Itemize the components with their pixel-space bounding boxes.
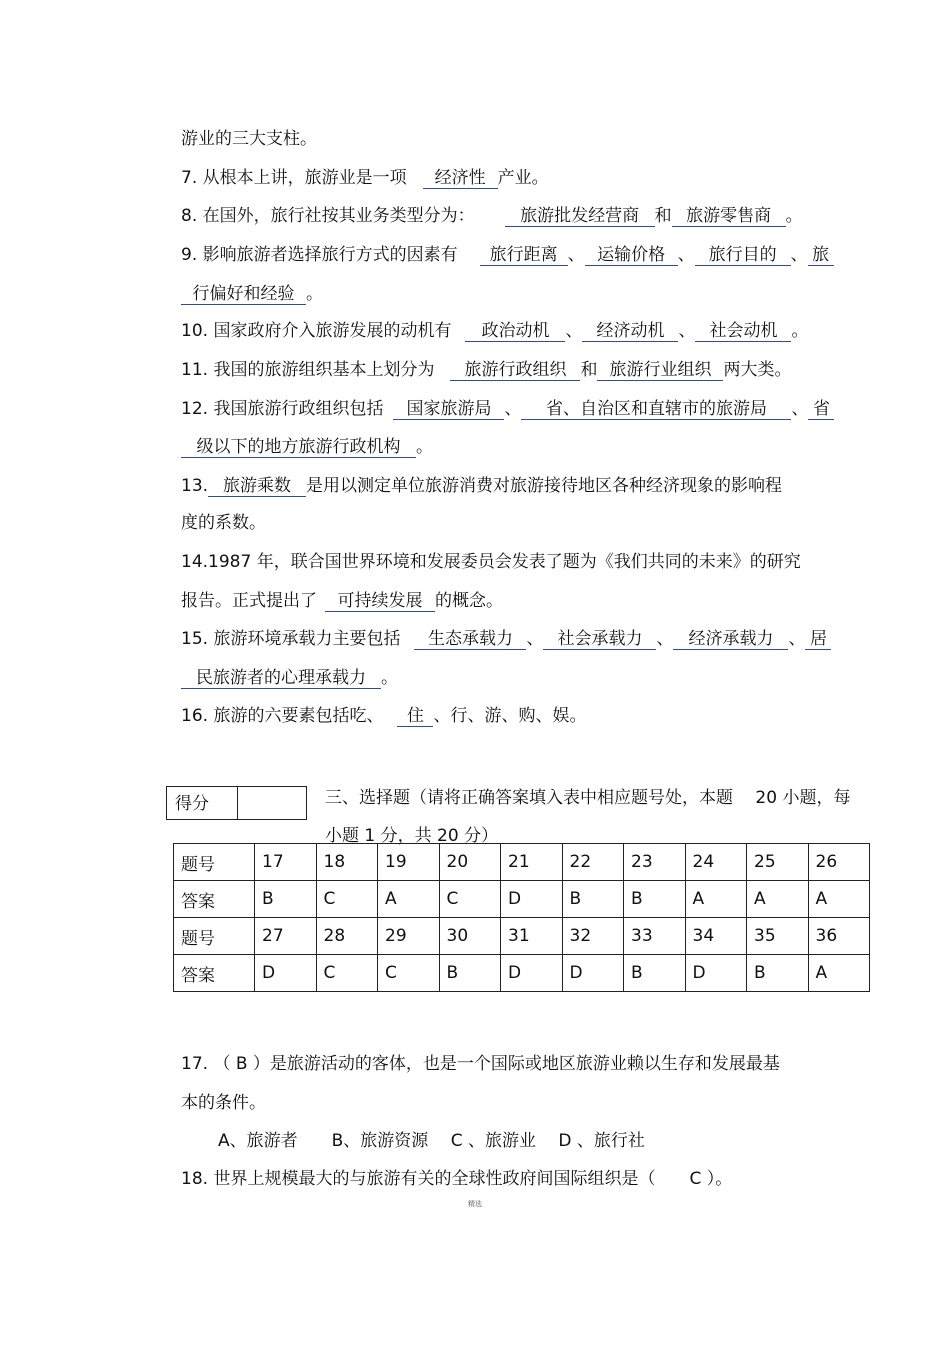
score-box bbox=[166, 786, 307, 820]
answer-blank: 省、自治区和直辖市的旅游局 bbox=[521, 399, 791, 420]
answer-table bbox=[173, 843, 870, 992]
answer-blank: 旅 bbox=[808, 245, 834, 266]
question-text: 和 bbox=[654, 206, 672, 226]
question-14-line-2 bbox=[181, 590, 503, 612]
table-cell: 31 bbox=[501, 918, 563, 955]
table-cell: 27 bbox=[255, 918, 317, 955]
answer-blank: 省 bbox=[808, 399, 834, 420]
answer-blank: 旅游乘数 bbox=[208, 476, 306, 497]
table-cell: 25 bbox=[747, 844, 809, 881]
table-cell: 23 bbox=[624, 844, 686, 881]
table-cell: 19 bbox=[378, 844, 440, 881]
table-cell: B bbox=[439, 955, 501, 992]
answer-blank: 运输价格 bbox=[585, 245, 678, 266]
answer-blank: 住 bbox=[397, 706, 433, 727]
table-cell: D bbox=[562, 955, 624, 992]
table-cell: A bbox=[808, 881, 870, 918]
table-cell: A bbox=[685, 881, 747, 918]
table-row bbox=[174, 918, 870, 955]
question-15-line-2 bbox=[181, 667, 398, 689]
table-cell: 36 bbox=[808, 918, 870, 955]
question-9-line-2 bbox=[181, 283, 323, 305]
question-7 bbox=[181, 167, 549, 189]
table-cell: D bbox=[501, 881, 563, 918]
question-text: 15. 旅游环境承载力主要包括 bbox=[181, 629, 401, 649]
question-8 bbox=[181, 205, 803, 227]
question-text: 12. 我国旅游行政组织包括 bbox=[181, 399, 384, 419]
question-text: 8. 在国外，旅行社按其业务类型分为： bbox=[181, 206, 475, 226]
answer-blank: 生态承载力 bbox=[414, 629, 526, 650]
question-text: 和 bbox=[580, 360, 598, 380]
question-16 bbox=[181, 705, 586, 727]
question-11 bbox=[181, 359, 791, 381]
separator: 、 bbox=[504, 399, 522, 419]
table-cell: A bbox=[378, 881, 440, 918]
separator: 、 bbox=[565, 321, 583, 341]
separator: 、 bbox=[567, 245, 585, 265]
question-text: 10. 国家政府介入旅游发展的动机有 bbox=[181, 321, 452, 341]
answer-blank: 经济性 bbox=[423, 168, 498, 189]
table-cell: 题号 bbox=[174, 844, 255, 881]
question-text: 。 bbox=[416, 437, 433, 457]
question-text: 7. 从根本上讲，旅游业是一项 bbox=[181, 168, 407, 188]
answer-blank: 旅游行业组织 bbox=[597, 360, 723, 381]
question-13-line-2 bbox=[181, 512, 266, 534]
table-cell: 35 bbox=[747, 918, 809, 955]
table-cell: D bbox=[501, 955, 563, 992]
separator: 、 bbox=[790, 245, 808, 265]
question-12-line-2 bbox=[181, 436, 433, 458]
answer-blank: 旅游零售商 bbox=[672, 206, 786, 227]
table-cell: B bbox=[624, 881, 686, 918]
table-cell: C bbox=[439, 881, 501, 918]
table-cell: 答案 bbox=[174, 955, 255, 992]
table-row bbox=[174, 844, 870, 881]
question-text: 11. 我国的旅游组织基本上划分为 bbox=[181, 360, 435, 380]
table-cell: A bbox=[808, 955, 870, 992]
table-cell: B bbox=[747, 955, 809, 992]
table-cell: 34 bbox=[685, 918, 747, 955]
question-10 bbox=[181, 320, 808, 342]
question-12-line-1 bbox=[181, 398, 834, 420]
table-cell: D bbox=[685, 955, 747, 992]
table-cell: 30 bbox=[439, 918, 501, 955]
fill-line-1 bbox=[181, 128, 317, 150]
question-text: 产业。 bbox=[497, 168, 549, 188]
question-text: 13. bbox=[181, 476, 209, 496]
score-divider bbox=[237, 787, 238, 819]
separator: 、 bbox=[678, 321, 696, 341]
separator: 、 bbox=[677, 245, 695, 265]
separator: 、 bbox=[788, 629, 806, 649]
answer-blank: 行偏好和经验 bbox=[181, 284, 306, 305]
score-label: 得分 bbox=[175, 794, 209, 814]
question-text: 16. 旅游的六要素包括吃、 bbox=[181, 706, 384, 726]
question-15-line-1 bbox=[181, 628, 831, 650]
table-cell: 32 bbox=[562, 918, 624, 955]
answer-blank: 旅游行政组织 bbox=[450, 360, 580, 381]
question-text: 。 bbox=[306, 284, 323, 304]
table-row bbox=[174, 955, 870, 992]
table-cell: 26 bbox=[808, 844, 870, 881]
answer-blank: 经济承载力 bbox=[673, 629, 788, 650]
line-text: 游业的三大支柱。 bbox=[181, 129, 317, 149]
answer-blank: 经济动机 bbox=[582, 321, 678, 342]
answer-blank: 社会承载力 bbox=[543, 629, 656, 650]
table-cell: 21 bbox=[501, 844, 563, 881]
answer-blank: 国家旅游局 bbox=[393, 399, 504, 420]
table-cell: A bbox=[747, 881, 809, 918]
table-cell: B bbox=[624, 955, 686, 992]
answer-blank: 社会动机 bbox=[695, 321, 791, 342]
question-9-line-1 bbox=[181, 244, 834, 266]
question-text: 是用以测定单位旅游消费对旅游接待地区各种经济现象的影响程 bbox=[306, 476, 783, 496]
question-text: 两大类。 bbox=[723, 360, 792, 380]
question-text: 。 bbox=[381, 668, 398, 688]
question-text: 、行、游、购、娱。 bbox=[433, 706, 587, 726]
separator: 、 bbox=[791, 399, 809, 419]
table-cell: 20 bbox=[439, 844, 501, 881]
section-title: 三、选择题（请将正确答案填入表中相应题号处，本题 20 小题，每小题 1 分，共 20 分） bbox=[325, 788, 851, 846]
table-cell: 33 bbox=[624, 918, 686, 955]
table-cell: C bbox=[316, 955, 378, 992]
question-14-line-1 bbox=[181, 551, 801, 573]
table-cell: 29 bbox=[378, 918, 440, 955]
question-text: 度的系数。 bbox=[181, 513, 266, 533]
question-text: 。 bbox=[791, 321, 809, 341]
answer-blank: 可持续发展 bbox=[325, 591, 435, 612]
separator: 、 bbox=[526, 629, 544, 649]
question-text: 报告。正式提出了 bbox=[181, 591, 317, 611]
answer-blank: 旅行距离 bbox=[480, 245, 568, 266]
question-17-line-1: 17. （ B ）是旅游活动的客体，也是一个国际或地区旅游业赖以生存和发展最基 bbox=[181, 1054, 780, 1074]
table-cell: 题号 bbox=[174, 918, 255, 955]
answer-blank: 级以下的地方旅游行政机构 bbox=[181, 437, 416, 458]
table-cell: 答案 bbox=[174, 881, 255, 918]
question-17-line-2: 本的条件。 bbox=[181, 1093, 266, 1113]
table-cell: 18 bbox=[316, 844, 378, 881]
question-17-options: A、旅游者 B、旅游资源 C 、旅游业 D 、旅行社 bbox=[218, 1131, 645, 1151]
table-cell: 24 bbox=[685, 844, 747, 881]
question-text: 。 bbox=[785, 206, 803, 226]
page-footer-mark: 精选 bbox=[468, 1200, 482, 1208]
table-cell: 22 bbox=[562, 844, 624, 881]
question-18: 18. 世界上规模最大的与旅游有关的全球性政府间国际组织是（ C ）。 bbox=[181, 1169, 733, 1189]
question-text: 14.1987 年，联合国世界环境和发展委员会发表了题为《我们共同的未来》的研究 bbox=[181, 552, 801, 572]
answer-blank: 政治动机 bbox=[465, 321, 565, 342]
answer-blank: 旅行目的 bbox=[695, 245, 791, 266]
table-cell: D bbox=[255, 955, 317, 992]
table-cell: C bbox=[378, 955, 440, 992]
table-cell: C bbox=[316, 881, 378, 918]
question-text: 的概念。 bbox=[435, 591, 503, 611]
answer-blank: 旅游批发经营商 bbox=[505, 206, 655, 227]
question-13-line-1 bbox=[181, 475, 782, 497]
table-cell: B bbox=[255, 881, 317, 918]
answer-blank: 民旅游者的心理承载力 bbox=[181, 668, 381, 689]
table-row bbox=[174, 881, 870, 918]
table-cell: 28 bbox=[316, 918, 378, 955]
separator: 、 bbox=[656, 629, 674, 649]
table-cell: 17 bbox=[255, 844, 317, 881]
question-text: 9. 影响旅游者选择旅行方式的因素有 bbox=[181, 245, 458, 265]
answer-blank: 居 bbox=[805, 629, 831, 650]
table-cell: B bbox=[562, 881, 624, 918]
